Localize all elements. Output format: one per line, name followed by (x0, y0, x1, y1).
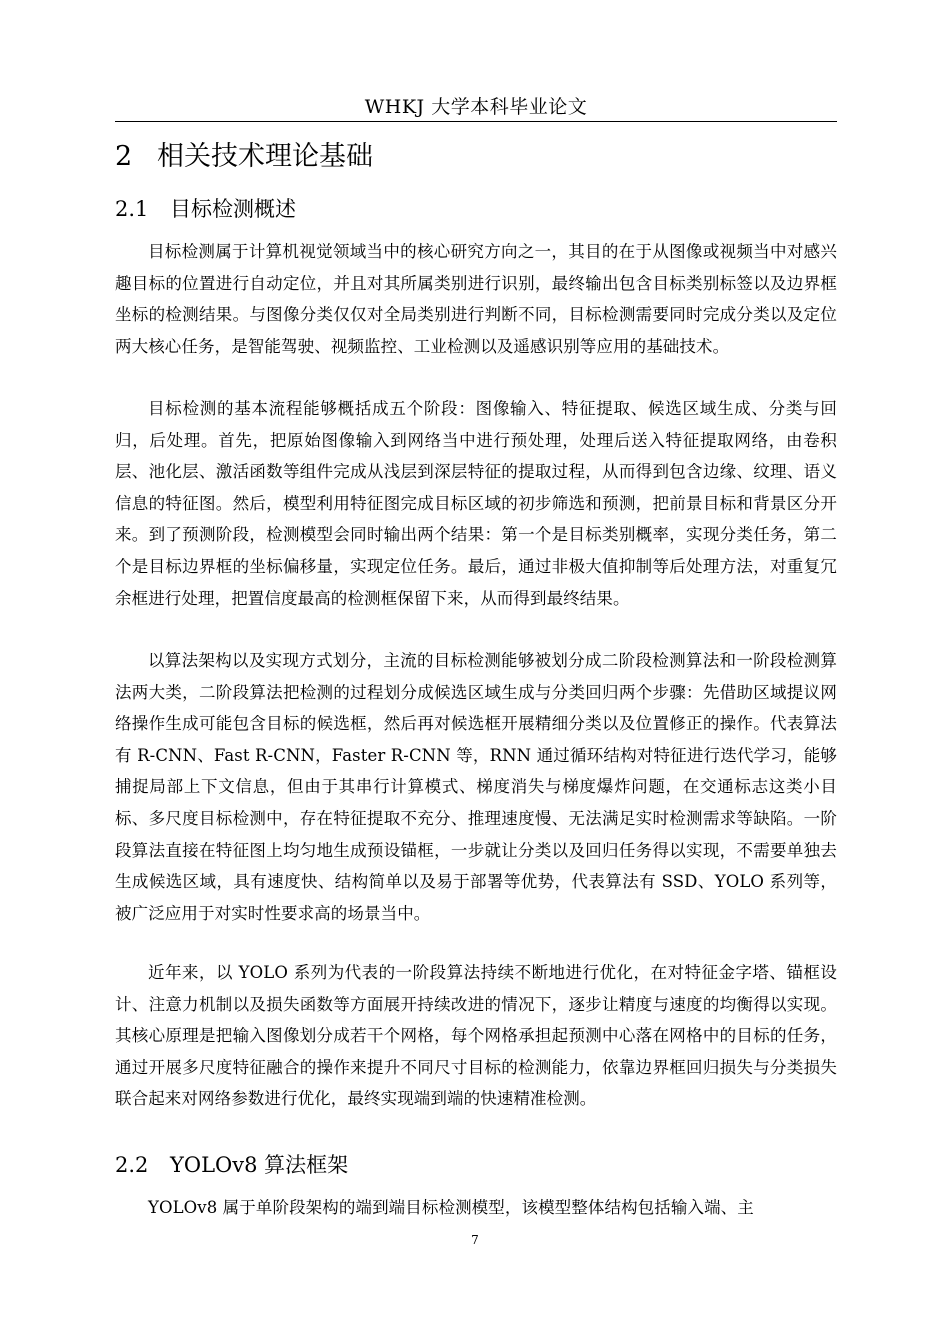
paragraph: 目标检测属于计算机视觉领域当中的核心研究方向之一，其目的在于从图像或视频当中对感兴趣目标的位置进行自动定位，并且对其所属类别进行识别，最终输出包含目标类别标签以及边界框坐标的检测结果。与图像分类仅仅对全局类别进行判断不同，目标检测需要同时完成分类以及定位两大核心任务，是智能驾驶、视频监控、工业检测以及遥感识别等应用的基础技术。 (115, 242, 837, 356)
section-number: 2.2 (115, 1153, 149, 1177)
paragraph: 以算法架构以及实现方式划分，主流的目标检测能够被划分成二阶段检测算法和一阶段检测算法两大类，二阶段算法把检测的过程划分成候选区域生成与分类回归两个步骤：先借助区域提议网络操作生成可能包含目标的候选框，然后再对候选框开展精细分类以及位置修正的操作。代表算法有 R-CNN、Fast R-CNN，Faster R-CNN 等，RNN 通过循环结构对特征进行迭代学习，能够捕捉局部上下文信息，但由于其串行计算模式、梯度消失与梯度爆炸问题，在交通标志这类小目标、多尺度目标检测中，存在特征提取不充分、推理速度慢、无法满足实时检测需求等缺陷。一阶段算法直接在特征图上均匀地生成预设锚框，一步就让分类以及回归任务得以实现，不需要单独去生成候选区域，具有速度快、结构简单以及易于部署等优势，代表算法有 SSD、YOLO 系列等，被广泛应用于对实时性要求高的场景当中。 (115, 651, 837, 923)
section-title-text: YOLOv8 算法框架 (170, 1153, 349, 1177)
paragraph: 目标检测的基本流程能够概括成五个阶段：图像输入、特征提取、候选区域生成、分类与回归，后处理。首先，把原始图像输入到网络当中进行预处理，处理后送入特征提取网络，由卷积层、池化层、激活函数等组件完成从浅层到深层特征的提取过程，从而得到包含边缘、纹理、语义信息的特征图。然后，模型利用特征图完成目标区域的初步筛选和预测，把前景目标和背景区分开来。到了预测阶段，检测模型会同时输出两个结果：第一个是目标类别概率，实现分类任务，第二个是目标边界框的坐标偏移量，实现定位任务。最后，通过非极大值抑制等后处理方法，对重复冗余框进行处理，把置信度最高的检测框保留下来，从而得到最终结果。 (115, 399, 837, 608)
chapter-title (115, 134, 373, 173)
section-title-2-1 (115, 193, 296, 223)
chapter-number: 2 (115, 141, 133, 172)
paragraph: YOLOv8 属于单阶段架构的端到端目标检测模型，该模型整体结构包括输入端、主 (148, 1198, 754, 1217)
paragraph: 近年来，以 YOLO 系列为代表的一阶段算法持续不断地进行优化，在对特征金字塔、锚框设计、注意力机制以及损失函数等方面展开持续改进的情况下，逐步让精度与速度的均衡得以实现。其核心原理是把输入图像划分成若干个网格，每个网格承担起预测中心落在网格中的目标的任务，通过开展多尺度特征融合的操作来提升不同尺寸目标的检测能力，依靠边界框回归损失与分类损失联合起来对网络参数进行优化，最终实现端到端的快速精准检测。 (115, 963, 837, 1109)
header-rule (115, 121, 837, 122)
chapter-title-text: 相关技术理论基础 (157, 141, 373, 172)
section-title-2-2 (115, 1149, 348, 1179)
section-title-text: 目标检测概述 (170, 197, 296, 221)
section-number: 2.1 (115, 197, 149, 221)
running-header: WHKJ 大学本科毕业论文 (364, 96, 588, 118)
page-number: 7 (471, 1233, 479, 1247)
